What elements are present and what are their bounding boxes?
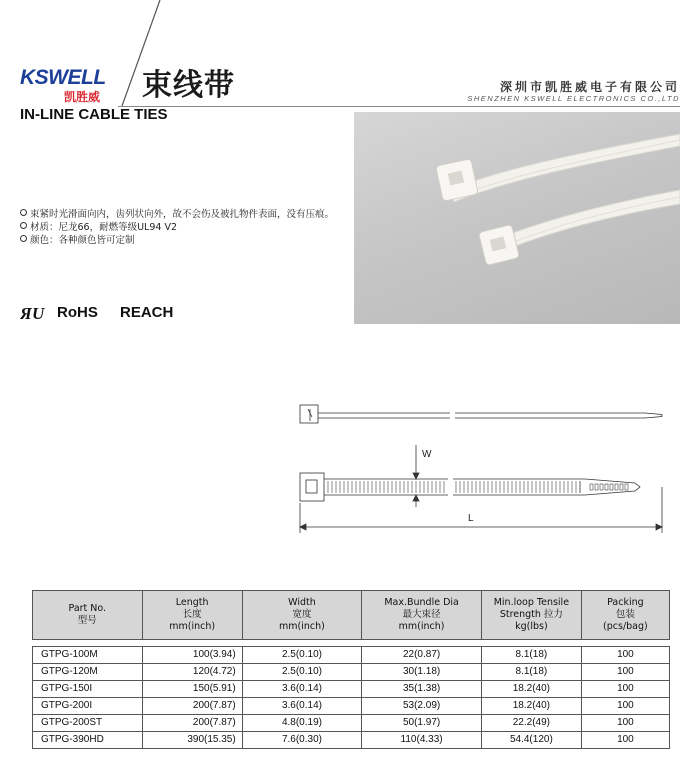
table-cell: 200(7.87) [142, 698, 242, 715]
column-header-line: Max.Bundle Dia [384, 597, 459, 608]
table-cell: GTPG-390HD [33, 732, 143, 749]
feature-item [20, 208, 334, 221]
table-cell: 18.2(40) [481, 681, 581, 698]
table-cell: 22(0.87) [362, 647, 482, 664]
table-row [33, 698, 670, 715]
table-cell: GTPG-200ST [33, 715, 143, 732]
width-label: W [422, 449, 432, 460]
column-header-line: 包装 [615, 609, 635, 620]
table-cell: 100 [581, 715, 669, 732]
width-dimension [413, 445, 419, 507]
table-cell: 8.1(18) [481, 647, 581, 664]
table-cell: 100 [581, 732, 669, 749]
tip-slot [620, 484, 623, 490]
table-cell: 3.6(0.14) [242, 681, 362, 698]
feature-item [20, 221, 334, 234]
column-header-line: 型号 [77, 615, 97, 626]
column-header-line: kg(lbs) [515, 621, 548, 632]
column-header [142, 591, 242, 640]
tip-slot [600, 484, 603, 490]
table-cell: 200(7.87) [142, 715, 242, 732]
column-header [581, 591, 669, 640]
column-header-line: Length [175, 597, 209, 608]
table-row [33, 647, 670, 664]
tip-slot [605, 484, 608, 490]
company-name-en: SHENZHEN KSWELL ELECTRONICS CO.,LTD [467, 94, 680, 103]
company-name-cn: 深圳市凯胜威电子有限公司 [499, 80, 680, 94]
table-row [33, 715, 670, 732]
table-gap [33, 640, 670, 647]
table-row [33, 732, 670, 749]
table-cell: GTPG-150I [33, 681, 143, 698]
top-view [300, 473, 640, 501]
ul-recognized-icon [20, 304, 50, 322]
table-cell: 120(4.72) [142, 664, 242, 681]
table-row [33, 664, 670, 681]
side-view [300, 405, 662, 423]
feature-item [20, 234, 334, 247]
column-header-line: mm(inch) [398, 621, 445, 632]
table-cell: 2.5(0.10) [242, 647, 362, 664]
page-title: 束线带 [142, 68, 235, 103]
table-cell: 100 [581, 681, 669, 698]
reach-mark: REACH [120, 304, 174, 321]
tie-teeth [328, 481, 628, 493]
column-header-line: 宽度 [292, 609, 312, 620]
tip-slot [590, 484, 593, 490]
column-header-line: Part No. [68, 603, 107, 614]
column-header-line: Width [288, 597, 316, 608]
tip-slot [625, 484, 628, 490]
product-photo [354, 112, 680, 324]
table-cell: 8.1(18) [481, 664, 581, 681]
column-header-line: 最大束径 [402, 609, 441, 620]
table-cell: 50(1.97) [362, 715, 482, 732]
feature-text: 颜色：各种颜色皆可定制 [30, 235, 135, 246]
table-cell: 100 [581, 698, 669, 715]
table-cell: 4.8(0.19) [242, 715, 362, 732]
table-cell: 2.5(0.10) [242, 664, 362, 681]
feature-text: 材质：尼龙66，耐燃等级UL94 V2 [30, 222, 177, 233]
table-cell: 150(5.91) [142, 681, 242, 698]
bullet-icon [20, 235, 27, 242]
table-header-row [33, 591, 670, 640]
table-cell: 390(15.35) [142, 732, 242, 749]
svg-text:Я: Я [20, 304, 32, 322]
table-cell: 100(3.94) [142, 647, 242, 664]
logo-subtext: 凯胜威 [64, 90, 101, 104]
table-body [33, 647, 670, 749]
table-cell: 22.2(49) [481, 715, 581, 732]
bullet-icon [20, 209, 27, 216]
column-header-line: mm(inch) [279, 621, 325, 632]
column-header-line: Strength 拉力 [499, 609, 563, 620]
table-cell: GTPG-120M [33, 664, 143, 681]
table-cell: 35(1.38) [362, 681, 482, 698]
table-cell: 3.6(0.14) [242, 698, 362, 715]
column-header [362, 591, 482, 640]
spec-table [32, 590, 670, 749]
bullet-icon [20, 222, 27, 229]
length-label: L [468, 513, 474, 524]
table-cell: GTPG-200I [33, 698, 143, 715]
cable-tie-photo-illustration [354, 112, 680, 324]
feature-list [20, 208, 334, 247]
table-row [33, 681, 670, 698]
table-cell: 54.4(120) [481, 732, 581, 749]
table-cell: 53(2.09) [362, 698, 482, 715]
feature-text: 束紧时光滑面向内，齿列状向外，故不会伤及被扎物件表面，没有压痕。 [30, 209, 335, 220]
tip-slot [615, 484, 618, 490]
length-dimension [300, 487, 662, 533]
table-cell: 30(1.18) [362, 664, 482, 681]
table-cell: 7.6(0.30) [242, 732, 362, 749]
logo-text: KSWELL [20, 66, 106, 89]
table-cell: 110(4.33) [362, 732, 482, 749]
product-subtitle: IN-LINE CABLE TIES [20, 106, 168, 123]
column-header-line: Packing [607, 597, 644, 608]
column-header-line: mm(inch) [169, 621, 216, 632]
svg-text:U: U [32, 304, 45, 322]
column-header [242, 591, 362, 640]
column-header-line: Min.loop Tensile [493, 597, 570, 608]
tip-slot [595, 484, 598, 490]
table-cell: 100 [581, 664, 669, 681]
table-cell: 18.2(40) [481, 698, 581, 715]
rohs-mark: RoHS [57, 304, 98, 321]
technical-drawing [290, 395, 680, 545]
header-divider [118, 106, 680, 107]
column-header-line: (pcs/bag) [603, 621, 648, 632]
column-header [33, 591, 143, 640]
column-header [481, 591, 581, 640]
tip-slot [610, 484, 613, 490]
table-cell: 100 [581, 647, 669, 664]
column-header-line: 长度 [182, 609, 202, 620]
table-cell: GTPG-100M [33, 647, 143, 664]
